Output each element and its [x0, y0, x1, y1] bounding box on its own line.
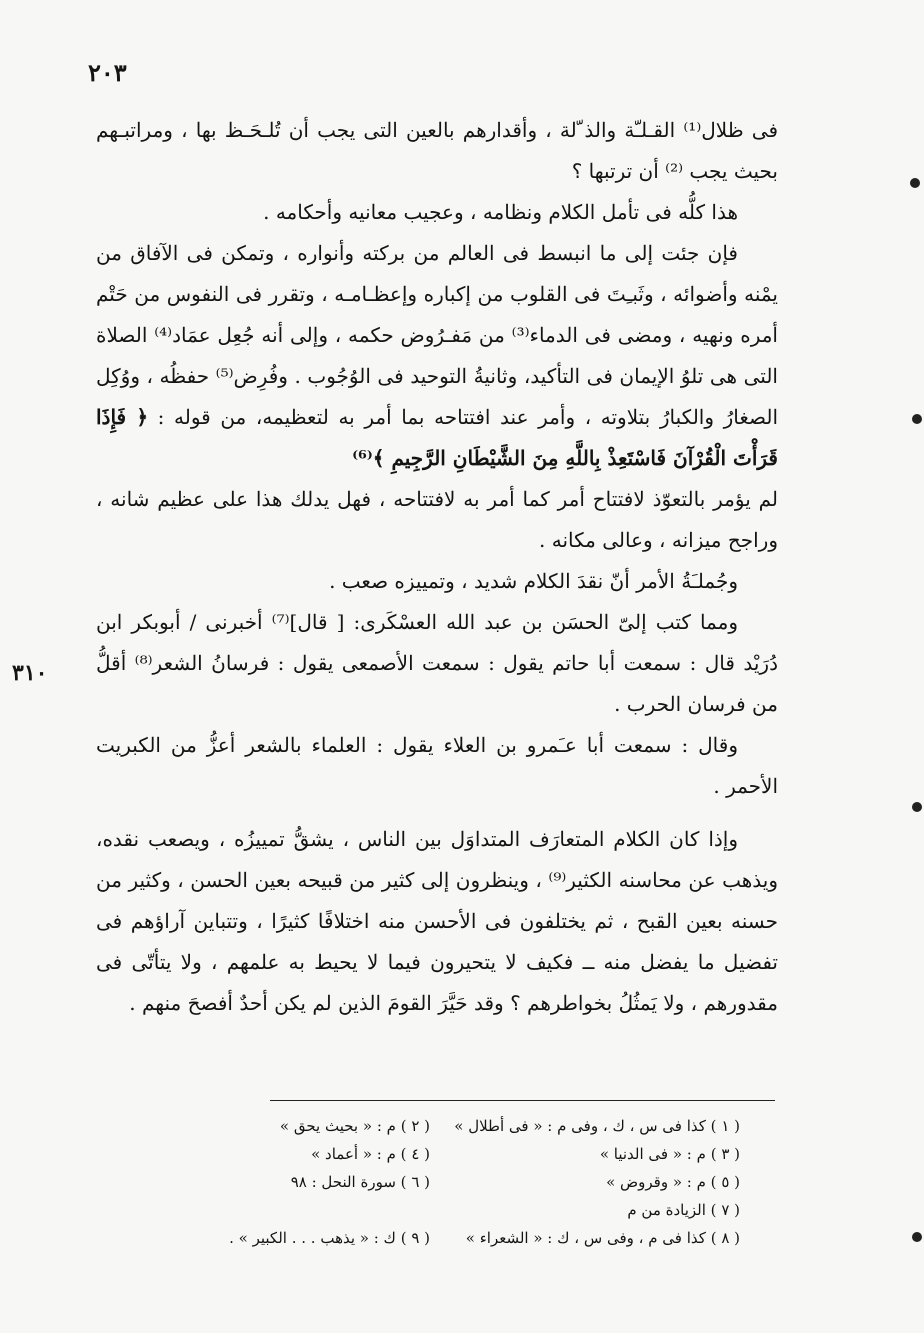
paragraph: ومما كتب إلىّ الحسَن بن عبد الله العسْكَرى: [ قال]⁽⁷⁾ أخبرنى / أبوبكر ابن دُرَيْد قال : سمعت أبا حاتم يقول : سمعت الأصمعى يقول : فرسانُ الشعر⁽⁸⁾ أقلُّ من فرسان الحرب . — [96, 610, 778, 716]
footnote-divider — [270, 1100, 775, 1101]
footnote: ( ٥ ) م : « وقروض » — [606, 1173, 740, 1191]
scan-mark — [912, 414, 922, 424]
footnote-empty — [120, 1196, 430, 1224]
scan-mark — [912, 1232, 922, 1242]
main-text — [96, 110, 778, 1024]
paragraph — [96, 233, 778, 479]
footnote: ( ٧ ) الزيادة من م — [627, 1201, 740, 1219]
paragraph: هذا كلُّه فى تأمل الكلام ونظامه ، وعجيب معانيه وأحكامه . — [263, 200, 738, 224]
footnote: ( ٩ ) ك : « يذهب . . . الكبير » . — [229, 1229, 430, 1247]
paragraph: لم يؤمر بالتعوّذ لافتتاح أمر كما أمر به لافتتاحه ، فهل يدلك هذا على عظيم شانه ، وراجح ميزانه ، وعالى مكانه . — [96, 487, 778, 552]
footnote: ( ٨ ) كذا فى م ، وفى س ، ك : « الشعراء » — [465, 1229, 740, 1247]
margin-reference-number: ٣١٠ — [12, 660, 48, 686]
paragraph: وجُملـَةُ الأمر أنّ نقدَ الكلام شديد ، وتمييزه صعب . — [329, 569, 738, 593]
footnote-row — [120, 1168, 740, 1196]
footnote: ( ٣ ) م : « فى الدنيا » — [599, 1145, 740, 1163]
paragraph-text: فإن جئت إلى ما انبسط فى العالم من بركته وأنواره ، وتمكن فى الآفاق من يمْنه وأضوائه ، وثَبـِتَ فى القلوب من إكباره وإعظـامـه ، وتقرر فى النفوس من حَتْم أمره ونهيه ، ومضى فى الدماء⁽³⁾ من مَفـرُوض حكمه ، وإلى أنه جُعِل عمَاد⁽⁴⁾ الصلاة التى هى تلوُ الإيمان فى التأكيد، وثانيةُ التوحيد فى الوُجُوب . وفُرِض⁽⁵⁾ حفظُه ، ووُكِل الصغارُ والكبارُ بتلاوته ، وأمر عند افتتاحه بما أمر به لتعظيمه، من قوله : — [96, 241, 778, 429]
footnote: ( ٤ ) م : « أعماد » — [311, 1145, 430, 1163]
footnotes — [120, 1112, 740, 1252]
footnote-row — [120, 1196, 740, 1224]
footnote-row — [120, 1140, 740, 1168]
paragraph: وقال : سمعت أبا عـَمرو بن العلاء يقول : العلماء بالشعر أعزُّ من الكبريت الأحمر . — [96, 733, 778, 798]
page-number: ٢٠٣ — [88, 58, 127, 87]
footnote: ( ٢ ) م : « بحيث يحق » — [279, 1117, 430, 1135]
footnote: ( ٦ ) سورة النحل : ٩٨ — [290, 1173, 430, 1191]
paragraph: فى ظلال⁽¹⁾ القـلـّة والذ ّلة ، وأقدارهم بالعين التى يجب أن تُلـحَـظ بها ، ومراتبـهم بحيث يجب ⁽²⁾ أن ترتبها ؟ — [96, 118, 779, 183]
footnote: ( ١ ) كذا فى س ، ك ، وفى م : « فى أطلال » — [454, 1117, 740, 1135]
paragraph: وإذا كان الكلام المتعارَف المتداوَل بين الناس ، يشقُّ تمييزُه ، ويصعب نقده، ويذهب عن محاسنه الكثير⁽⁹⁾ ، وينظرون إلى كثير من قبيحه بعين الحسن ، وكثير من حسنه بعين القبح ، ثم يختلفون فى الأحسن منه اختلافًا كثيرًا ، وتتباين آراؤهم فى تفضيل ما يفضل منه ــ فكيف لا يتحيرون فيما لا يحيط به علمهم ، ولا يتأتّى فى مقدورهم ، ولا يَمثُلُ بخواطرهم ؟ وقد حَيَّرَ القومَ الذين لم يكن أحدٌ أفصحَ منهم . — [96, 827, 778, 1015]
scan-mark — [912, 802, 922, 812]
footnote-row — [120, 1224, 740, 1252]
footnote-row — [120, 1112, 740, 1140]
quran-verse: ﴿ فَإِذَا قَرَأْتَ الْقُرْآنَ فَاسْتَعِذْ بِاللَّهِ مِنَ الشَّيْطَانِ الرَّجِيمِ ﴾⁽⁶⁾ — [96, 405, 778, 470]
scan-mark — [910, 178, 920, 188]
